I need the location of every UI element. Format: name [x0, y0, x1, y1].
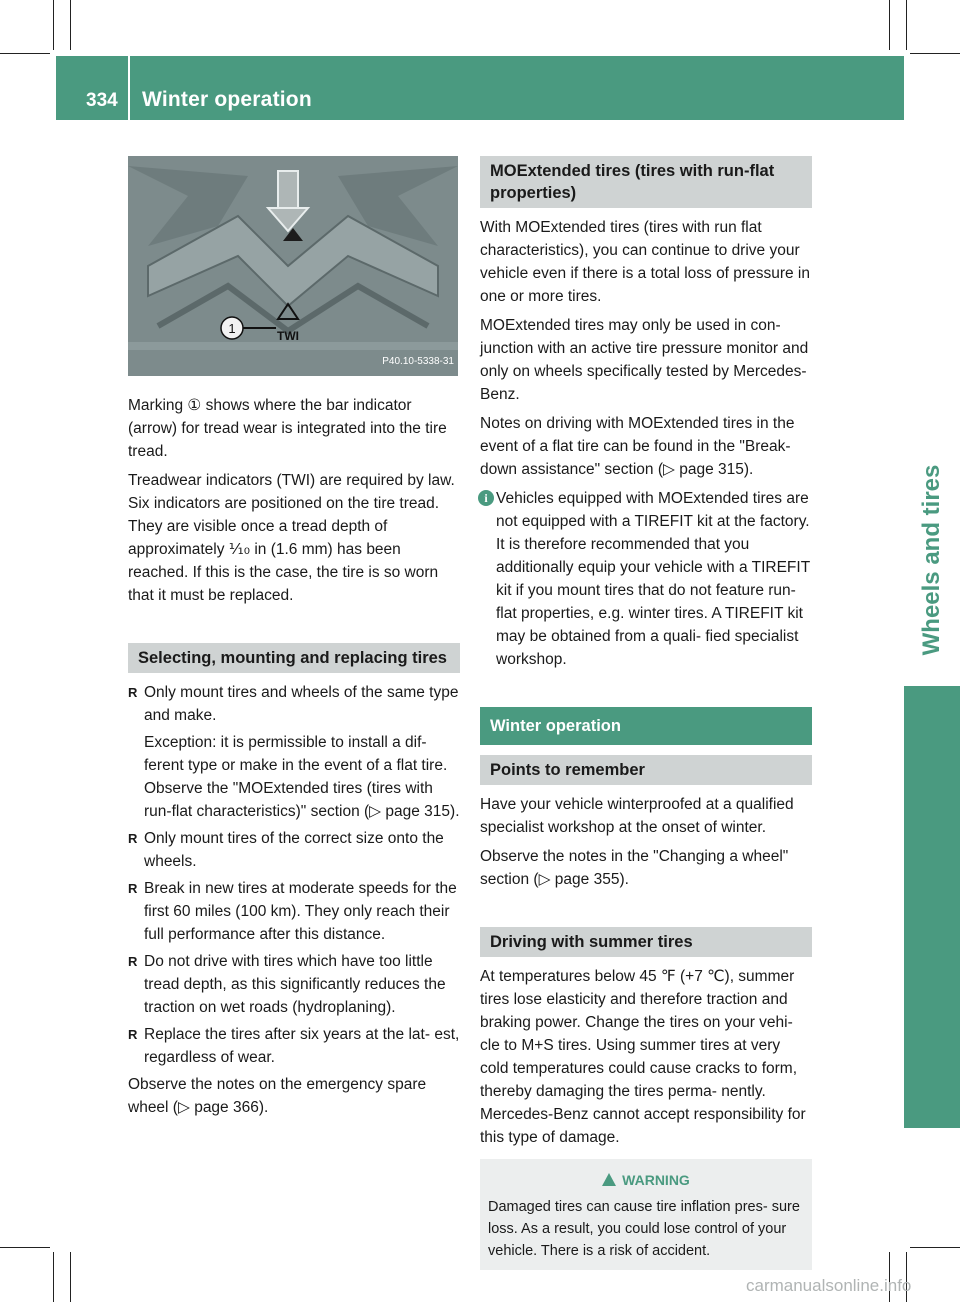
list-item: R Replace the tires after six years at the lat- est, regardless of wear.	[128, 1023, 460, 1069]
paragraph-spare-wheel: Observe the notes on the emergency spare wheel (▷ page 366).	[128, 1076, 427, 1116]
paragraph-treadwear: Treadwear indicators (TWI) are required by law. Six indicators are positioned on the tire tread. They are visible once a tread depth of approximately ⅒ in (1.6 mm) has been reached. If this is the case, the tire is so worn that it must be replaced.	[128, 472, 455, 604]
crop-mark	[53, 0, 54, 50]
warning-title	[488, 1169, 804, 1192]
crop-mark	[0, 1247, 50, 1248]
list-item-note: Exception: it is permissible to install a dif- ferent type or make in the event of a flat tire. Observe the "MOExtended tires (tires with run-flat characteristics)" section (▷ page 315).	[144, 734, 460, 820]
watermark: carmanualsonline.info	[746, 1276, 912, 1295]
page-number: 334	[86, 90, 118, 111]
right-column	[480, 156, 812, 1270]
paragraph-points-2: Observe the notes in the "Changing a wheel" section (▷ page 355).	[480, 848, 789, 888]
paragraph-points-1: Have your vehicle winterproofed at a qualified specialist workshop at the onset of winter.	[480, 796, 794, 836]
header-divider	[128, 56, 130, 120]
crop-mark	[0, 53, 50, 54]
info-note	[480, 487, 812, 671]
page-header	[56, 56, 904, 120]
chapter-label: Wheels and tires	[918, 464, 945, 656]
list-item: R Only mount tires and wheels of the same type and make.	[128, 681, 460, 727]
list-item: R Only mount tires of the correct size onto the wheels.	[128, 827, 460, 873]
section-heading-winter: Winter operation	[480, 707, 812, 745]
chapter-tab	[904, 686, 960, 1128]
crop-mark	[910, 53, 960, 54]
warning-icon	[602, 1173, 616, 1186]
crop-mark	[910, 1247, 960, 1248]
paragraph-moe-2: MOExtended tires may only be used in con- junction with an active tire pressure monitor and only on wheels specifically tested by Mercedes-Benz.	[480, 317, 809, 403]
list-item: R Break in new tires at moderate speeds for the first 60 miles (100 km). They only reach their full performance after this distance.	[128, 877, 460, 946]
info-icon: i	[478, 490, 494, 506]
info-text: Vehicles equipped with MOExtended tires are not equipped with a TIREFIT kit at the factory. It is therefore recommended that you additionally equip your vehicle with a TIREFIT kit if you mount tires that do not feature run-flat properties, e.g. winter tires. A TIREFIT kit may be obtained from a quali- fied specialist workshop.	[496, 490, 810, 668]
left-column	[128, 156, 460, 1125]
section-heading-points: Points to remember	[480, 755, 812, 785]
callout-number: 1	[228, 321, 236, 336]
figure-caption: P40.10-5338-31	[382, 356, 454, 367]
list-item: R Do not drive with tires which have too little tread depth, as this significantly reduces the traction on wet roads (hydroplaning).	[128, 950, 460, 1019]
crop-mark	[906, 0, 907, 50]
header-title: Winter operation	[142, 88, 312, 111]
tire-tread-figure	[128, 156, 458, 376]
paragraph-summer: At temperatures below 45 ℉ (+7 ℃), summer tires lose elasticity and therefore traction and braking power. Change the tires on your vehi- cle to M+S tires. Using summer tires at very cold temperatures could cause cracks to form, thereby damaging the tires perma- nently. Mercedes-Benz cannot accept responsibility for this type of damage.	[480, 968, 806, 1146]
warning-label: WARNING	[622, 1172, 690, 1188]
paragraph-moe-1: With MOExtended tires (tires with run flat characteristics), you can continue to drive your vehicle even if there is a total loss of pressure in one or more tires.	[480, 219, 810, 305]
callout-label: TWI	[277, 329, 299, 343]
section-heading-summer: Driving with summer tires	[480, 927, 812, 957]
tire-tread-illustration	[128, 156, 458, 376]
crop-mark	[70, 1252, 71, 1302]
crop-mark	[53, 1252, 54, 1302]
warning-text: Damaged tires can cause tire inflation pres- sure loss. As a result, you could lose control of your vehicle. There is a risk of accident.	[488, 1199, 800, 1259]
paragraph-moe-3: Notes on driving with MOExtended tires in the event of a flat tire can be found in the "Break- down assistance" section (▷ page 315).	[480, 415, 795, 478]
crop-mark	[70, 0, 71, 50]
section-heading-selecting: Selecting, mounting and replacing tires	[128, 643, 460, 673]
warning-box	[480, 1159, 812, 1270]
crop-mark	[889, 0, 890, 50]
section-heading-moextended: MOExtended tires (tires with run-flat properties)	[480, 156, 812, 208]
paragraph-marking: Marking ① shows where the bar indicator (arrow) for tread wear is integrated into the tire tread.	[128, 397, 447, 460]
